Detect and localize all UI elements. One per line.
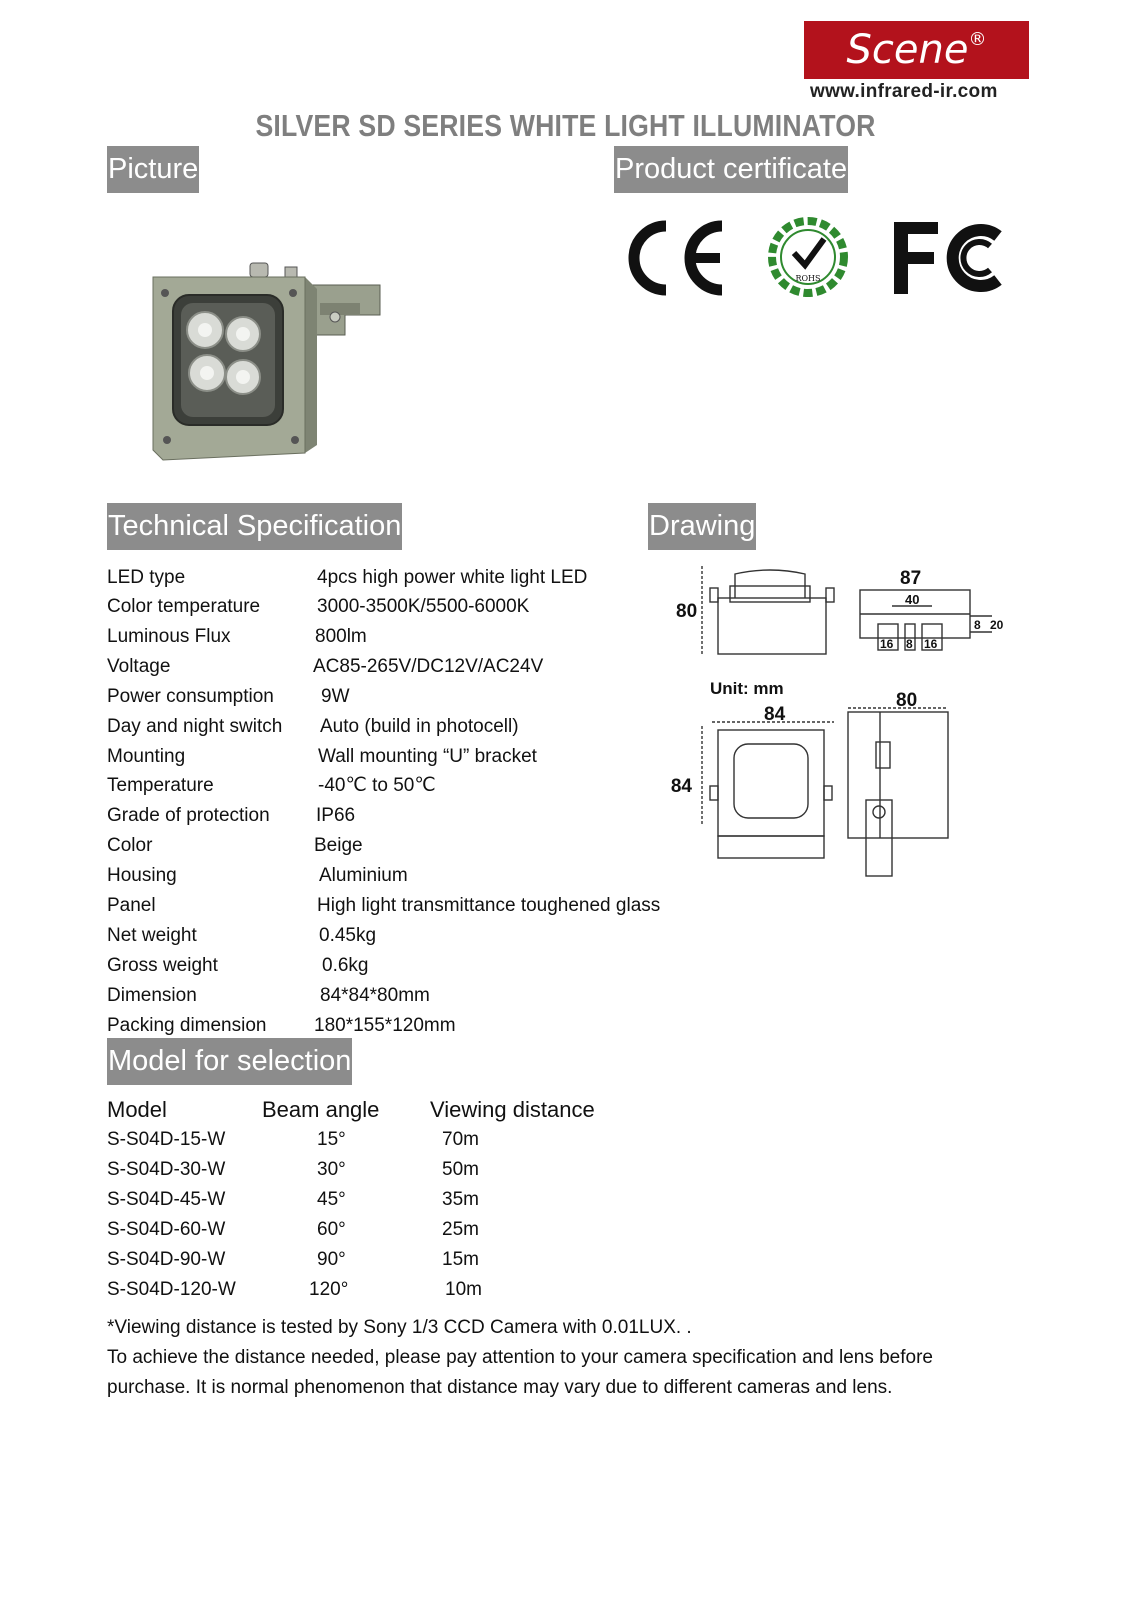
model-col-header: Model <box>107 1097 167 1122</box>
dim-top-inner: 40 <box>905 592 920 607</box>
spec-row <box>107 861 727 891</box>
spec-key: Packing dimension <box>107 1015 267 1036</box>
spec-value: 4pcs high power white light LED <box>317 567 588 588</box>
dim-top-d3: 16 <box>924 637 938 651</box>
spec-value: Wall mounting “U” bracket <box>318 746 537 767</box>
rohs-mark-icon <box>762 213 854 299</box>
spec-value: Aluminium <box>319 865 408 886</box>
model-beam-angle: 30° <box>317 1159 346 1180</box>
spec-row <box>107 921 727 951</box>
model-table-header <box>107 1095 707 1125</box>
spec-key: Grade of protection <box>107 805 270 826</box>
model-viewing-distance: 50m <box>442 1159 479 1180</box>
spec-value: AC85-265V/DC12V/AC24V <box>313 656 544 677</box>
brand-name: Scene <box>846 27 969 73</box>
model-row <box>107 1215 707 1245</box>
model-viewing-distance: 10m <box>445 1279 482 1300</box>
spec-row <box>107 622 727 652</box>
dim-front-width: 84 <box>764 704 786 725</box>
spec-key: Color <box>107 835 153 856</box>
spec-value: IP66 <box>316 805 356 826</box>
spec-row <box>107 801 727 831</box>
spec-row <box>107 712 727 742</box>
spec-key: Dimension <box>107 985 197 1006</box>
page-title: SILVER SD SERIES WHITE LIGHT ILLUMINATOR <box>255 108 876 143</box>
dim-profile-depth: 80 <box>896 690 918 711</box>
brand-logo <box>804 21 1029 79</box>
ce-mark-icon <box>618 218 728 298</box>
model-name: S-S04D-60-W <box>107 1219 226 1240</box>
model-name: S-S04D-30-W <box>107 1159 226 1180</box>
dim-top-d2: 8 <box>906 637 913 651</box>
model-beam-angle: 120° <box>309 1279 349 1300</box>
model-row <box>107 1155 707 1185</box>
advice-paragraph: To achieve the distance needed, please pay attention to your camera specification and lens before purchase. It is normal phenomenon that distance may vary due to different cameras and lens. <box>107 1347 933 1398</box>
spec-value: 180*155*120mm <box>314 1015 456 1036</box>
dim-top-d1: 16 <box>880 637 894 651</box>
spec-value: Auto (build in photocell) <box>320 716 519 737</box>
dim-top-width: 87 <box>900 568 922 589</box>
spec-row <box>107 981 727 1011</box>
dim-top-h1: 8 <box>974 618 981 632</box>
spec-key: Gross weight <box>107 955 218 976</box>
spec-value: High light transmittance toughened glass <box>317 895 661 916</box>
spec-row <box>107 891 727 921</box>
dim-side-height: 80 <box>676 601 698 622</box>
spec-row <box>107 742 727 772</box>
section-spec-header: Technical Specification <box>107 503 402 550</box>
section-picture-header: Picture <box>107 146 199 193</box>
model-beam-angle: 15° <box>317 1129 346 1150</box>
model-beam-angle: 90° <box>317 1249 346 1270</box>
section-drawing-header: Drawing <box>648 503 756 550</box>
spec-value: 800lm <box>315 626 367 647</box>
registered-mark: ® <box>968 29 987 50</box>
section-models-header: Model for selection <box>107 1038 352 1085</box>
spec-key: Power consumption <box>107 686 274 707</box>
beam-col-header: Beam angle <box>262 1097 380 1122</box>
model-beam-angle: 60° <box>317 1219 346 1240</box>
spec-key: Net weight <box>107 925 197 946</box>
model-name: S-S04D-90-W <box>107 1249 226 1270</box>
spec-value: 3000-3500K/5500-6000K <box>317 596 530 617</box>
model-name: S-S04D-15-W <box>107 1129 226 1150</box>
spec-key: Temperature <box>107 775 214 796</box>
spec-row <box>107 1011 727 1041</box>
footnote: *Viewing distance is tested by Sony 1/3 CCD Camera with 0.01LUX. . <box>107 1317 692 1338</box>
spec-value: Beige <box>314 835 363 856</box>
spec-row <box>107 682 727 712</box>
distance-col-header: Viewing distance <box>430 1097 595 1122</box>
spec-row <box>107 771 727 801</box>
product-photo <box>145 255 385 465</box>
spec-value: 0.6kg <box>322 955 369 976</box>
model-viewing-distance: 25m <box>442 1219 479 1240</box>
dim-front-height: 84 <box>670 776 692 797</box>
model-beam-angle: 45° <box>317 1189 346 1210</box>
spec-key: Color temperature <box>107 596 261 617</box>
spec-value: 0.45kg <box>319 925 377 946</box>
model-viewing-distance: 35m <box>442 1189 479 1210</box>
spec-row <box>107 831 727 861</box>
spec-value: -40℃ to 50℃ <box>318 775 436 796</box>
website-url[interactable]: www.infrared-ir.com <box>810 81 998 102</box>
spec-row <box>107 652 727 682</box>
model-name: S-S04D-120-W <box>107 1279 236 1300</box>
dimension-drawing <box>670 562 1020 907</box>
spec-key: Voltage <box>107 656 171 677</box>
dim-top-h2: 20 <box>990 618 1004 632</box>
model-name: S-S04D-45-W <box>107 1189 226 1210</box>
spec-value: 84*84*80mm <box>320 985 430 1006</box>
rohs-label: ROHS <box>795 274 821 283</box>
fcc-mark-icon <box>890 218 1005 298</box>
model-viewing-distance: 15m <box>442 1249 479 1270</box>
model-row <box>107 1125 707 1155</box>
drawing-unit: Unit: mm <box>710 679 784 698</box>
spec-row <box>107 951 727 981</box>
spec-row <box>107 563 727 593</box>
spec-key: Mounting <box>107 746 186 767</box>
spec-key: Day and night switch <box>107 716 283 737</box>
spec-key: Luminous Flux <box>107 626 231 647</box>
model-viewing-distance: 70m <box>442 1129 479 1150</box>
spec-key: Panel <box>107 895 156 916</box>
model-row <box>107 1275 707 1305</box>
model-row <box>107 1245 707 1275</box>
model-row <box>107 1185 707 1215</box>
spec-key: LED type <box>107 567 186 588</box>
spec-key: Housing <box>107 865 177 886</box>
section-certificate-header: Product certificate <box>614 146 848 193</box>
spec-value: 9W <box>321 686 350 707</box>
spec-row <box>107 592 727 622</box>
